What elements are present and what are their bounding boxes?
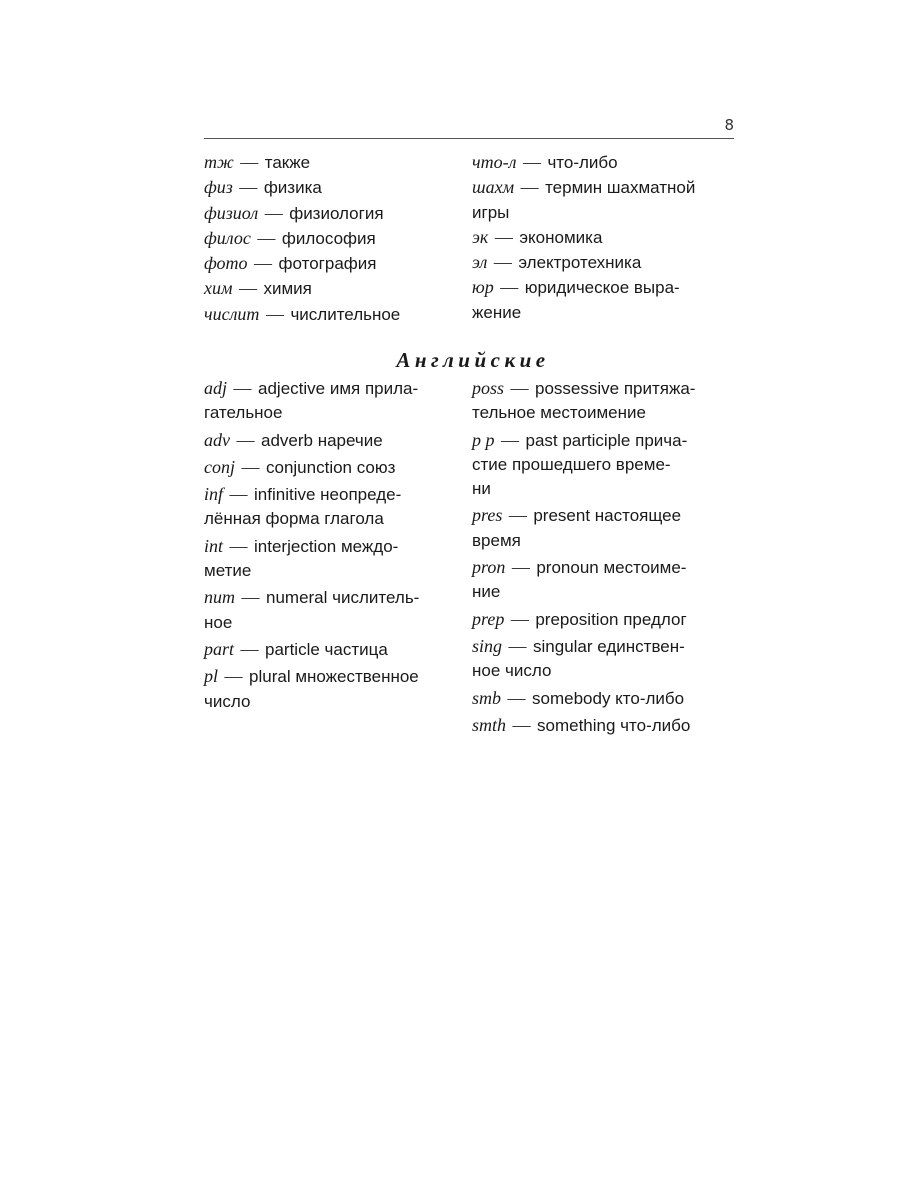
definition: числительное <box>290 304 401 324</box>
definition: adjective имя прила- <box>258 379 419 398</box>
definition: numeral числитель- <box>266 588 420 608</box>
abbreviation: числит <box>204 303 260 324</box>
abbreviation-entry <box>472 376 734 426</box>
definition: фотография <box>278 254 377 274</box>
dash: — <box>494 226 513 247</box>
dash: — <box>508 635 527 656</box>
abbreviation-entry <box>204 276 462 301</box>
dash: — <box>493 252 512 273</box>
definition: plural множественное <box>249 667 419 687</box>
abbreviation-entry <box>204 150 462 175</box>
definition-continuation: стие прошедшего време- <box>472 454 671 474</box>
dash: — <box>236 429 255 450</box>
abbreviation: smth <box>472 714 507 735</box>
definition-continuation: лённая форма глагола <box>204 509 384 529</box>
dash: — <box>510 608 529 629</box>
abbreviation-entry <box>472 713 734 738</box>
abbreviation: prep <box>472 608 505 629</box>
definition-continuation: тельное местоимение <box>472 403 646 423</box>
abbreviation-entry <box>472 428 734 502</box>
abbreviation-entry <box>204 226 462 251</box>
abbreviation: физ <box>204 177 233 198</box>
abbreviation: part <box>204 638 235 659</box>
abbreviation: фото <box>204 253 248 274</box>
definition: preposition предлог <box>535 609 687 629</box>
abbreviation: юр <box>472 277 494 298</box>
definition: infinitive неопреде- <box>254 485 402 505</box>
definition-continuation: ное число <box>472 661 552 681</box>
abbreviation: p p <box>472 429 495 450</box>
definition: философия <box>281 228 376 248</box>
abbreviation: что-л <box>472 152 517 172</box>
definition: экономика <box>519 227 603 247</box>
abbreviation-entry <box>472 175 734 225</box>
abbreviation-entry <box>472 150 734 175</box>
abbreviation: conj <box>204 456 235 477</box>
russian-left-column <box>204 150 462 327</box>
abbreviation: шахм <box>472 177 515 198</box>
dash: — <box>508 505 527 526</box>
definition-continuation: жение <box>472 302 522 322</box>
abbreviation-entry <box>204 455 462 480</box>
russian-right-column <box>472 150 734 327</box>
abbreviation-entry <box>472 555 734 605</box>
abbreviation: эк <box>472 226 489 247</box>
abbreviation-entry <box>204 482 462 532</box>
definition: юридическое выра- <box>524 278 680 298</box>
dash: — <box>240 638 259 659</box>
abbreviation: филос <box>204 227 251 248</box>
definition-continuation: ние <box>472 582 501 602</box>
definition-continuation: игры <box>472 202 510 222</box>
dash: — <box>265 303 284 324</box>
abbreviation: хим <box>204 278 233 299</box>
definition: possessive притяжа- <box>535 379 696 398</box>
abbreviation: pl <box>204 666 219 687</box>
abbreviation-entry <box>204 664 462 714</box>
russian-abbreviations-section <box>204 150 734 327</box>
abbreviation-entry <box>472 225 734 250</box>
dash: — <box>241 456 260 477</box>
header-rule <box>204 138 734 139</box>
abbreviation-entry <box>472 503 734 553</box>
definition: past participle прича- <box>525 430 688 450</box>
dash: — <box>229 484 248 505</box>
abbreviation-entry <box>472 686 734 711</box>
english-right-column <box>472 376 734 740</box>
dash: — <box>238 278 257 299</box>
dash: — <box>241 587 260 608</box>
abbreviation-entry <box>472 275 734 325</box>
abbreviation: smb <box>472 687 502 708</box>
dash: — <box>229 535 248 556</box>
english-abbreviations-section <box>204 346 734 740</box>
dash: — <box>512 714 531 735</box>
definition: somebody кто-либо <box>532 688 685 708</box>
section-heading-english: Английские <box>396 348 550 372</box>
definition-continuation: метие <box>204 561 252 581</box>
dash: — <box>254 253 273 274</box>
definition: физиология <box>289 203 384 223</box>
dash: — <box>511 557 530 578</box>
definition: электротехника <box>518 253 642 273</box>
abbreviation-entry <box>204 534 462 584</box>
english-abbreviations-columns <box>204 376 734 740</box>
russian-abbreviations-columns <box>204 150 734 327</box>
abbreviation: adj <box>204 378 228 398</box>
dash: — <box>507 687 526 708</box>
abbreviation-entry <box>204 637 462 662</box>
abbreviation: inf <box>204 484 224 505</box>
abbreviation: pres <box>472 505 503 526</box>
abbreviation-entry <box>204 201 462 226</box>
abbreviation-entry <box>204 251 462 276</box>
abbreviation-entry <box>204 428 462 453</box>
definition: conjunction союз <box>266 457 396 477</box>
english-left-column <box>204 376 462 740</box>
definition: interjection междо- <box>254 536 399 556</box>
dash: — <box>240 152 259 172</box>
definition: present настоящее <box>533 506 682 526</box>
definition-continuation: ни <box>472 479 491 499</box>
dash: — <box>224 666 243 687</box>
abbreviation-entry <box>472 634 734 684</box>
definition-continuation: гательное <box>204 403 283 423</box>
dash: — <box>501 429 519 450</box>
dash: — <box>239 177 258 198</box>
definition-continuation: число <box>204 691 251 711</box>
definition: физика <box>263 178 322 198</box>
dash: — <box>257 227 276 248</box>
abbreviation-entry <box>472 607 734 632</box>
abbreviation-entry <box>204 175 462 200</box>
abbreviation: эл <box>472 252 488 273</box>
abbreviation: adv <box>204 429 230 450</box>
abbreviation-entry <box>204 376 462 426</box>
abbreviation: pron <box>472 557 506 578</box>
definition: particle частица <box>265 639 388 659</box>
definition: что-либо <box>547 153 618 172</box>
dash: — <box>233 378 252 398</box>
page-number: 8 <box>724 116 734 134</box>
definition: adverb наречие <box>261 430 383 450</box>
abbreviation: sing <box>472 635 503 656</box>
definition-continuation: время <box>472 530 521 550</box>
definition: также <box>264 153 311 172</box>
dash: — <box>264 202 283 223</box>
definition: термин шахматной <box>545 178 696 198</box>
abbreviation: тж <box>204 152 234 172</box>
definition: химия <box>263 279 312 299</box>
abbreviation: poss <box>472 378 505 398</box>
abbreviation: физиол <box>204 202 259 223</box>
dash: — <box>500 277 519 298</box>
abbreviation-entry <box>204 302 462 327</box>
definition: pronoun местоиме- <box>536 558 687 578</box>
abbreviation-entry <box>472 250 734 275</box>
definition: something что-либо <box>537 715 691 735</box>
definition: singular единствен- <box>533 636 685 656</box>
dash: — <box>522 152 541 172</box>
abbreviation-entry <box>204 585 462 635</box>
definition-continuation: ное <box>204 612 233 632</box>
abbreviation: int <box>204 535 224 556</box>
abbreviation: num <box>204 587 235 608</box>
dash: — <box>520 177 539 198</box>
dash: — <box>510 378 529 398</box>
